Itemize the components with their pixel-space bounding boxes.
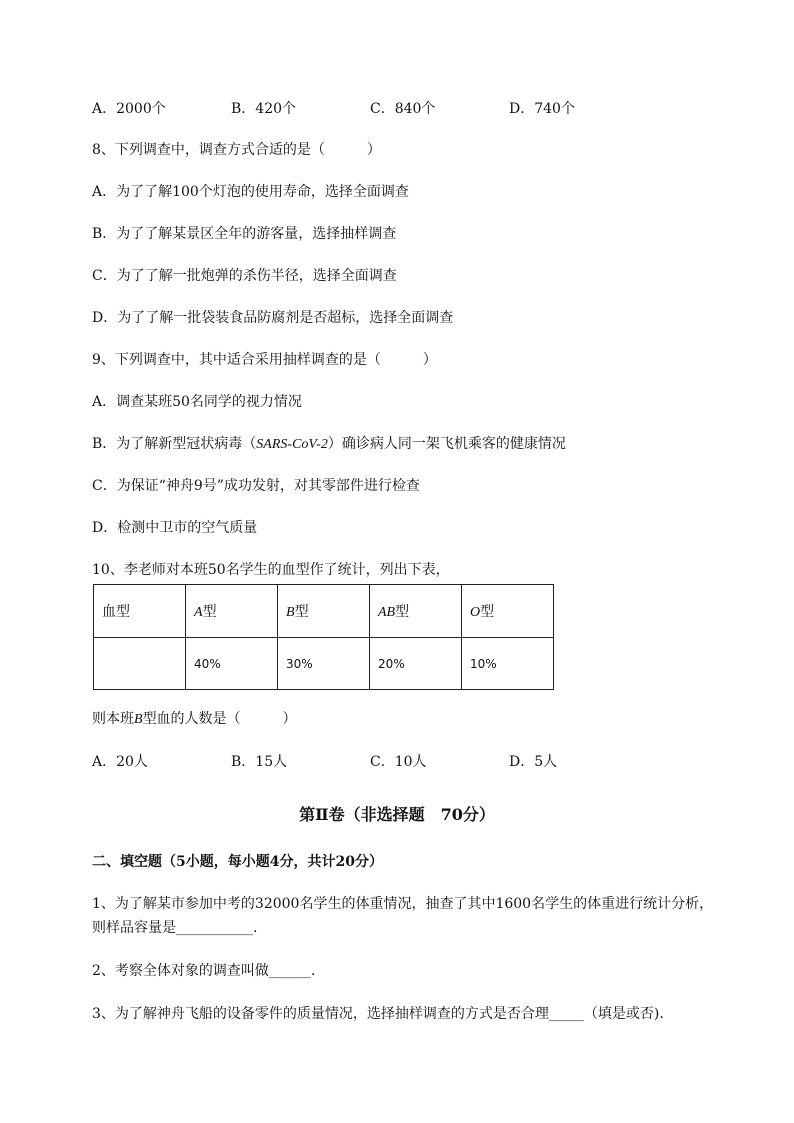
q10-option-d: D．5人	[509, 754, 558, 770]
part2-title: 第Ⅱ卷（非选择题 70分）	[299, 805, 495, 824]
q7-option-d: D．740个	[509, 101, 575, 117]
blood-type-o-letter: O	[470, 605, 481, 620]
blood-type-a-cell	[186, 585, 278, 638]
blood-type-header-row	[94, 585, 554, 638]
q10-option-b: B．15人	[231, 754, 288, 770]
blood-type-label-cell: 血型	[94, 585, 186, 638]
fill-q3: 3、为了解神舟飞船的设备零件的质量情况，选择抽样调查的方式是否合理_____（填是或否).	[92, 1006, 664, 1022]
q9-option-c: C．为保证“神舟9号”成功发射，对其零部件进行检查	[92, 478, 420, 494]
blood-type-b-cell	[278, 585, 370, 638]
blood-type-empty-cell	[94, 638, 186, 690]
blood-type-value-row	[94, 638, 554, 690]
fill-q2: 2、考察全体对象的调查叫做______.	[92, 963, 316, 979]
blood-type-ab-suffix: 型	[395, 604, 410, 620]
blood-type-a-suffix: 型	[202, 604, 217, 620]
q10-question-post: 型血的人数是（ ）	[142, 711, 297, 727]
q8-option-c: C．为了了解一批炮弹的杀伤半径，选择全面调查	[92, 268, 397, 284]
q9-stem: 9、下列调查中，其中适合采用抽样调查的是（ ）	[92, 352, 437, 368]
q8-option-b: B．为了了解某景区全年的游客量，选择抽样调查	[92, 226, 397, 242]
q7-option-c: C．840个	[370, 101, 436, 117]
q10-stem: 10、李老师对本班50名学生的血型作了统计，列出下表，	[92, 562, 450, 578]
blood-type-a-value: 40%	[186, 638, 278, 690]
q9-option-b-post: ）确诊病人同一架飞机乘客的健康情况	[327, 436, 566, 452]
q10-option-c: C．10人	[370, 754, 427, 770]
fill-q1-line2: 则样品容量是___________.	[92, 920, 258, 936]
q10-question	[92, 709, 297, 730]
q9-option-b-virus: SARS-CoV-2	[256, 437, 328, 452]
q10-question-pre: 则本班	[92, 711, 134, 727]
blood-type-ab-letter: AB	[378, 605, 396, 620]
blood-type-ab-value: 20%	[370, 638, 462, 690]
q8-option-a: A．为了了解100个灯泡的使用寿命，选择全面调查	[92, 184, 409, 200]
blood-type-a-letter: A	[194, 605, 203, 620]
q9-option-a: A．调查某班50名同学的视力情况	[92, 394, 302, 410]
q7-option-a: A．2000个	[92, 101, 166, 117]
fill-q1-line1: 1、为了解某市参加中考的32000名学生的体重情况，抽查了其中1600名学生的体重进行统计分析，	[92, 896, 714, 912]
q7-option-b: B．420个	[231, 101, 297, 117]
blood-type-table	[93, 584, 554, 690]
q9-option-d: D．检测中卫市的空气质量	[92, 520, 258, 536]
blood-type-b-suffix: 型	[294, 604, 309, 620]
blood-type-o-value: 10%	[462, 638, 554, 690]
blood-type-b-value: 30%	[278, 638, 370, 690]
q10-question-type: B	[134, 712, 143, 727]
q10-option-a: A．20人	[92, 754, 148, 770]
fill-section-title: 二、填空题（5小题，每小题4分，共计20分）	[92, 854, 383, 870]
q8-option-d: D．为了了解一批袋装食品防腐剂是否超标，选择全面调查	[92, 310, 454, 326]
blood-type-ab-cell	[370, 585, 462, 638]
q9-option-b	[92, 434, 566, 455]
q9-option-b-pre: B．为了解新型冠状病毒（	[92, 436, 257, 452]
blood-type-o-cell	[462, 585, 554, 638]
blood-type-o-suffix: 型	[480, 604, 495, 620]
blood-type-b-letter: B	[286, 605, 295, 620]
q8-stem: 8、下列调查中，调查方式合适的是（ ）	[92, 142, 381, 158]
